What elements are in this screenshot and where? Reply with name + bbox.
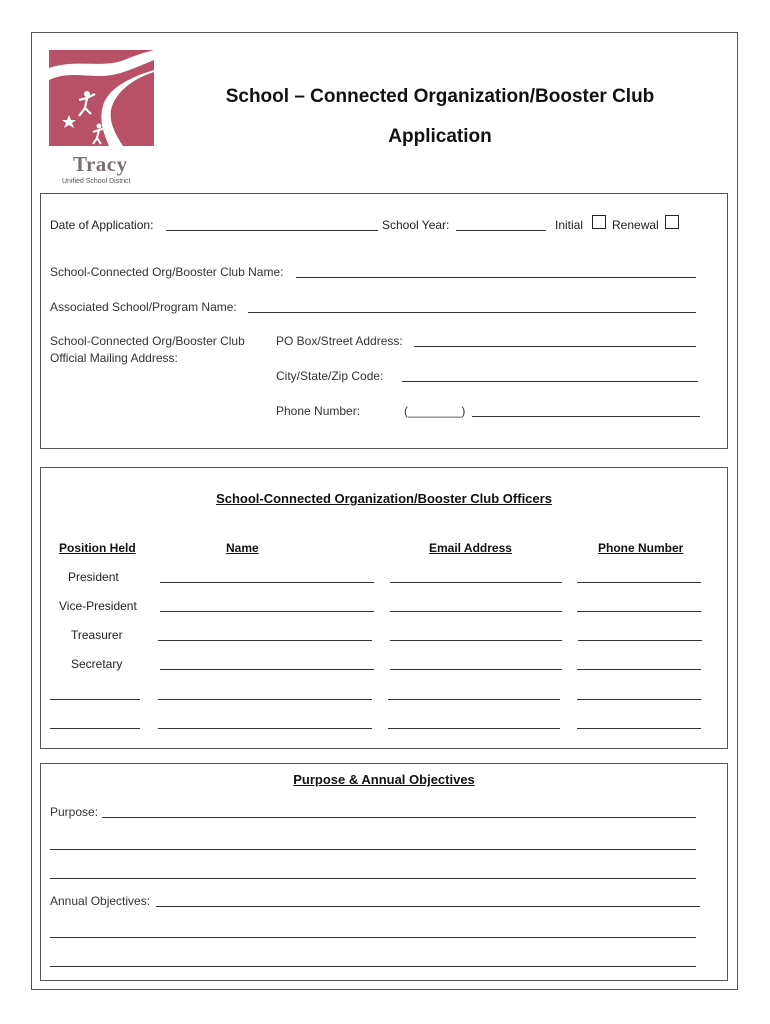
club-name-label: School-Connected Org/Booster Club Name: bbox=[50, 265, 284, 279]
date-label: Date of Application: bbox=[50, 218, 154, 232]
city-state-zip-field[interactable] bbox=[402, 381, 698, 382]
po-box-label: PO Box/Street Address: bbox=[276, 334, 403, 348]
purpose-section bbox=[40, 763, 728, 981]
position-secretary: Secretary bbox=[71, 657, 123, 671]
initial-checkbox[interactable] bbox=[592, 215, 606, 229]
column-position-held: Position Held bbox=[59, 541, 136, 555]
extra-phone-field-2[interactable] bbox=[577, 728, 701, 729]
position-vice-president: Vice-President bbox=[59, 599, 137, 613]
secretary-phone-field[interactable] bbox=[577, 669, 701, 670]
phone-field[interactable] bbox=[472, 416, 700, 417]
extra-name-field-2[interactable] bbox=[158, 728, 372, 729]
position-treasurer: Treasurer bbox=[71, 628, 123, 642]
initial-label: Initial bbox=[555, 218, 584, 232]
vice-president-email-field[interactable] bbox=[390, 611, 562, 612]
president-name-field[interactable] bbox=[160, 582, 374, 583]
annual-objectives-label: Annual Objectives: bbox=[50, 894, 151, 908]
president-phone-field[interactable] bbox=[577, 582, 701, 583]
phone-label: Phone Number: bbox=[276, 404, 361, 418]
po-box-field[interactable] bbox=[414, 346, 696, 347]
treasurer-phone-field[interactable] bbox=[578, 640, 702, 641]
secretary-email-field[interactable] bbox=[390, 669, 562, 670]
club-name-field[interactable] bbox=[296, 277, 696, 278]
extra-email-field-2[interactable] bbox=[388, 728, 560, 729]
extra-position-field-1[interactable] bbox=[50, 699, 140, 700]
vice-president-phone-field[interactable] bbox=[577, 611, 701, 612]
phone-area-code-field[interactable]: (________) bbox=[404, 404, 466, 418]
district-logo bbox=[49, 50, 154, 146]
mailing-label-line1: School-Connected Org/Booster Club bbox=[50, 334, 245, 348]
purpose-field-line-3[interactable] bbox=[50, 878, 696, 879]
purpose-heading: Purpose & Annual Objectives bbox=[293, 772, 475, 787]
column-name: Name bbox=[226, 541, 259, 555]
mailing-label-line2: Official Mailing Address: bbox=[50, 351, 178, 365]
extra-position-field-2[interactable] bbox=[50, 728, 140, 729]
school-program-label: Associated School/Program Name: bbox=[50, 300, 237, 314]
officers-heading: School-Connected Organization/Booster Club Officers bbox=[216, 491, 552, 506]
date-field[interactable] bbox=[166, 230, 378, 231]
position-president: President bbox=[68, 570, 119, 584]
renewal-label: Renewal bbox=[612, 218, 659, 232]
purpose-label: Purpose: bbox=[50, 805, 99, 819]
logo-wordmark: Tracy bbox=[73, 152, 128, 176]
objectives-field-line-2[interactable] bbox=[50, 937, 696, 938]
objectives-field-line-3[interactable] bbox=[50, 966, 696, 967]
school-year-field[interactable] bbox=[456, 230, 546, 231]
officers-section bbox=[40, 467, 728, 749]
secretary-name-field[interactable] bbox=[160, 669, 374, 670]
purpose-field-line-2[interactable] bbox=[50, 849, 696, 850]
school-program-field[interactable] bbox=[248, 312, 696, 313]
form-title: School – Connected Organization/Booster Club bbox=[225, 86, 655, 107]
treasurer-name-field[interactable] bbox=[158, 640, 372, 641]
extra-email-field-1[interactable] bbox=[388, 699, 560, 700]
objectives-field-line-1[interactable] bbox=[156, 906, 700, 907]
logo-subtitle: Unified School District bbox=[62, 178, 131, 185]
column-email-address: Email Address bbox=[429, 541, 512, 555]
form-subtitle: Application bbox=[388, 126, 492, 147]
extra-phone-field-1[interactable] bbox=[577, 699, 701, 700]
vice-president-name-field[interactable] bbox=[160, 611, 374, 612]
column-phone-number: Phone Number bbox=[598, 541, 684, 555]
school-year-label: School Year: bbox=[382, 218, 450, 232]
treasurer-email-field[interactable] bbox=[390, 640, 562, 641]
president-email-field[interactable] bbox=[390, 582, 562, 583]
city-state-zip-label: City/State/Zip Code: bbox=[276, 369, 384, 383]
purpose-field-line-1[interactable] bbox=[102, 817, 696, 818]
renewal-checkbox[interactable] bbox=[665, 215, 679, 229]
extra-name-field-1[interactable] bbox=[158, 699, 372, 700]
